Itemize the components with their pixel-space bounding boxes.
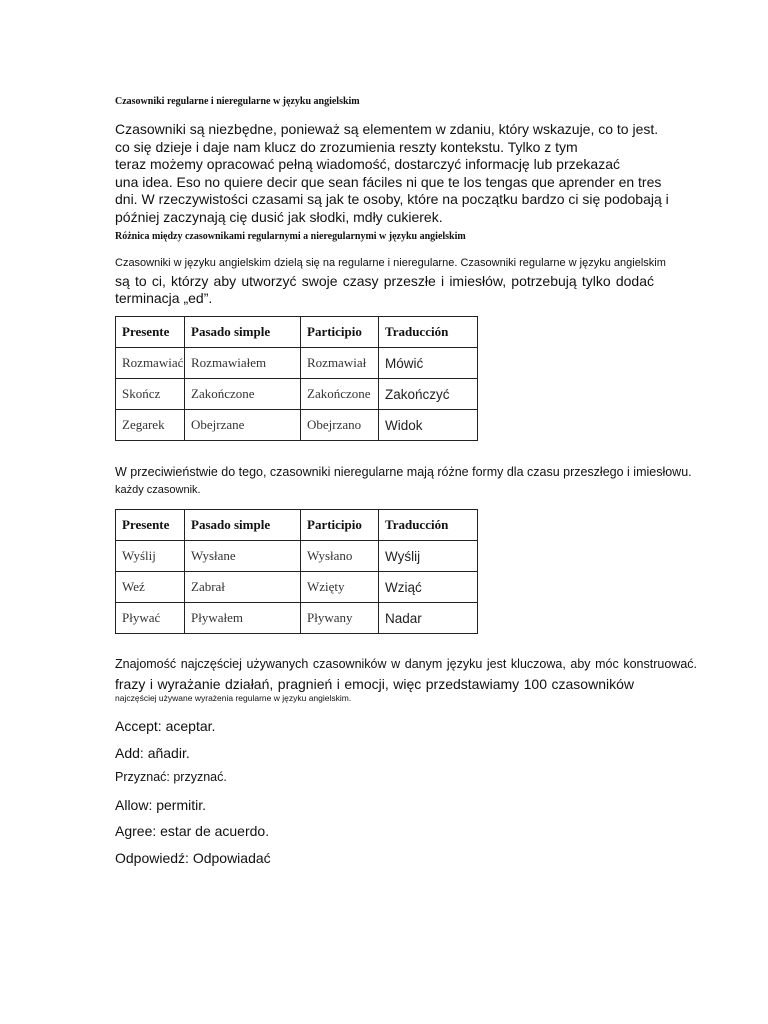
header-participio: Participio	[301, 510, 379, 541]
table-cell: Skończ	[116, 379, 185, 410]
table-cell: Wzięty	[301, 572, 379, 603]
table-cell: Wyślij	[116, 541, 185, 572]
header-participio: Participio	[301, 317, 379, 348]
irregular-para-line1: W przeciwieństwie do tego, czasowniki nieregularne mają różne formy dla czasu przeszłego i imiesłowu.	[115, 465, 692, 479]
list-item: Odpowiedź: Odpowiadać	[115, 850, 271, 866]
table-cell: Obejrzane	[185, 410, 301, 441]
intro-line: dni. W rzeczywistości czasami są jak te osoby, które na początku bardzo ci się podobają i	[115, 191, 669, 207]
table-header-row	[116, 317, 478, 348]
table-cell: Nadar	[379, 603, 478, 634]
irregular-verbs-table	[115, 509, 478, 634]
header-pasado: Pasado simple	[185, 510, 301, 541]
header-pasado: Pasado simple	[185, 317, 301, 348]
table-cell: Pływałem	[185, 603, 301, 634]
regular-para-line3: terminacja „ed”.	[115, 290, 213, 306]
table-cell: Rozmawiać	[116, 348, 185, 379]
table-cell: Pływać	[116, 603, 185, 634]
table-cell: Zegarek	[116, 410, 185, 441]
header-presente: Presente	[116, 510, 185, 541]
intro-line: teraz możemy opracować pełną wiadomość, dostarczyć informację lub przekazać	[115, 156, 620, 172]
table-cell: Obejrzano	[301, 410, 379, 441]
table-row	[116, 572, 478, 603]
section-heading: Różnica między czasownikami regularnymi a nieregularnymi w języku angielskim	[115, 231, 466, 242]
list-item: Add: añadir.	[115, 745, 190, 761]
table-cell: Rozmawiałem	[185, 348, 301, 379]
regular-para-line2: są to ci, którzy aby utworzyć swoje czasy przeszłe i imiesłów, potrzebują tylko dodać	[115, 273, 654, 289]
outro-line1: Znajomość najczęściej używanych czasowników w danym języku jest kluczowa, aby móc konstruować.	[115, 657, 697, 671]
document-title: Czasowniki regularne i nieregularne w języku angielskim	[115, 96, 360, 107]
table-header-row	[116, 510, 478, 541]
table-cell: Wysłane	[185, 541, 301, 572]
table-row	[116, 410, 478, 441]
intro-line: później zaczynają cię dusić jak słodki, mdły cukierek.	[115, 208, 443, 225]
list-item: Przyznać: przyznać.	[115, 770, 227, 784]
table-cell: Pływany	[301, 603, 379, 634]
table-row	[116, 541, 478, 572]
table-cell: Zakończone	[185, 379, 301, 410]
intro-line: co się dzieje i daje nam klucz do zrozumienia reszty kontekstu. Tylko z tym	[115, 138, 578, 155]
list-item: Accept: aceptar.	[115, 718, 216, 734]
table-cell: Wysłano	[301, 541, 379, 572]
table-cell: Weź	[116, 572, 185, 603]
list-item: Allow: permitir.	[115, 797, 207, 813]
regular-verbs-table	[115, 316, 478, 441]
list-item: Agree: estar de acuerdo.	[115, 823, 270, 839]
outro-line3: najczęściej używane wyrażenia regularne w języku angielskim.	[115, 693, 352, 703]
table-cell: Wyślij	[379, 541, 478, 572]
table-row	[116, 379, 478, 410]
table-cell: Rozmawiał	[301, 348, 379, 379]
intro-line: Czasowniki są niezbędne, ponieważ są elementem w zdaniu, który wskazuje, co to jest.	[115, 121, 659, 137]
intro-line: una idea. Eso no quiere decir que sean fáciles ni que te los tengas que aprender en tres	[115, 173, 662, 190]
table-cell: Zakończyć	[379, 379, 478, 410]
table-row	[116, 603, 478, 634]
table-row	[116, 348, 478, 379]
outro-line2: frazy i wyrażanie działań, pragnień i emocji, więc przedstawiamy 100 czasowników	[115, 676, 634, 692]
table-cell: Zakończone	[301, 379, 379, 410]
table-cell: Zabrał	[185, 572, 301, 603]
table-cell: Widok	[379, 410, 478, 441]
regular-para-line1: Czasowniki w języku angielskim dzielą się na regularne i nieregularne. Czasowniki regularne w języku angielskim	[115, 257, 666, 269]
table-cell: Mówić	[379, 348, 478, 379]
header-traduccion: Traducción	[379, 317, 478, 348]
irregular-para-line2: każdy czasownik.	[115, 484, 201, 496]
header-presente: Presente	[116, 317, 185, 348]
table-cell: Wziąć	[379, 572, 478, 603]
intro-paragraph	[115, 121, 669, 226]
header-traduccion: Traducción	[379, 510, 478, 541]
